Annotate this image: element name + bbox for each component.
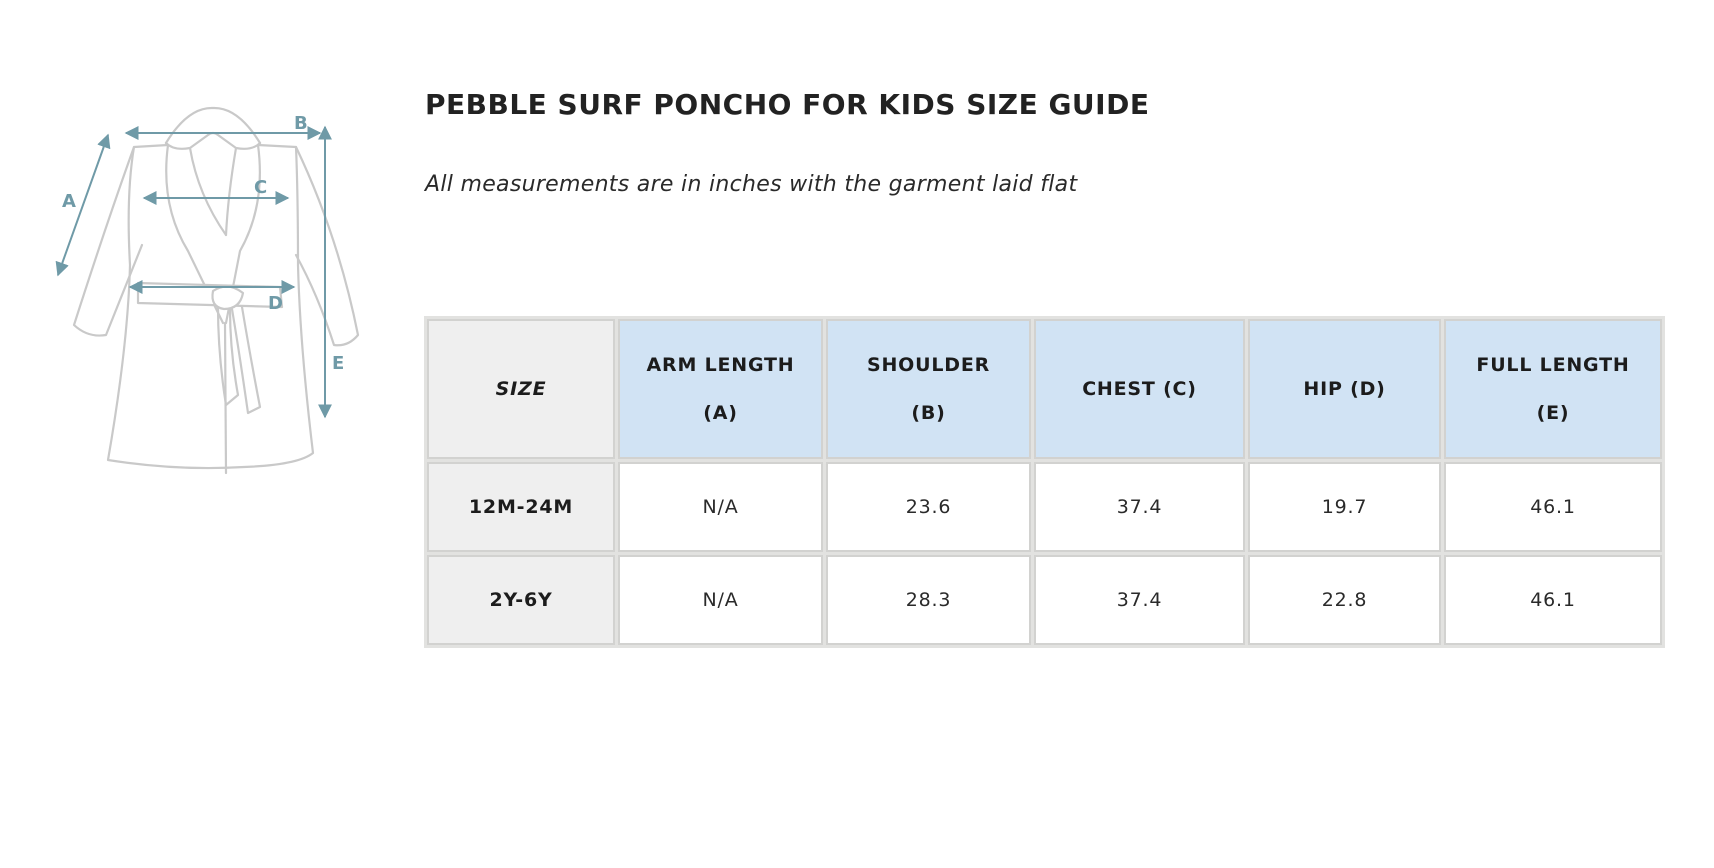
header-shoulder — [826, 319, 1031, 459]
label-d: D — [268, 293, 283, 314]
table-header-row — [427, 319, 1662, 459]
cell-shoulder: 23.6 — [826, 462, 1031, 552]
garment-diagram — [48, 95, 378, 485]
cell-size: 12M-24M — [427, 462, 615, 552]
size-table-container — [424, 316, 1664, 648]
header-arm-line1: ARM LENGTH — [646, 354, 795, 376]
header-full-line2: (E) — [1536, 402, 1570, 424]
cell-full-length: 46.1 — [1444, 462, 1662, 552]
header-hip — [1248, 319, 1441, 459]
label-c: C — [254, 177, 268, 198]
cell-arm-length: N/A — [618, 555, 823, 645]
label-a: A — [62, 191, 76, 212]
header-size — [427, 319, 615, 459]
label-b: B — [294, 113, 308, 134]
cell-hip: 22.8 — [1248, 555, 1441, 645]
measure-arrows — [58, 127, 325, 417]
header-full-length — [1444, 319, 1662, 459]
header-chest — [1034, 319, 1245, 459]
header-full-line1: FULL LENGTH — [1476, 354, 1630, 376]
robe-outline — [74, 108, 358, 473]
header-shoulder-line1: SHOULDER — [866, 354, 991, 376]
cell-chest: 37.4 — [1034, 462, 1245, 552]
cell-arm-length: N/A — [618, 462, 823, 552]
header-arm-line2: (A) — [703, 402, 738, 424]
cell-shoulder: 28.3 — [826, 555, 1031, 645]
table-row — [427, 555, 1662, 645]
header-hip-label: HIP (D) — [1303, 378, 1386, 400]
cell-chest: 37.4 — [1034, 555, 1245, 645]
cell-hip: 19.7 — [1248, 462, 1441, 552]
label-e: E — [332, 353, 345, 374]
header-size-label: SIZE — [495, 378, 547, 400]
header-arm-length — [618, 319, 823, 459]
table-row — [427, 462, 1662, 552]
size-table — [424, 316, 1665, 648]
page-subtitle: All measurements are in inches with the garment laid flat — [425, 172, 1078, 197]
page-title: PEBBLE SURF PONCHO FOR KIDS SIZE GUIDE — [425, 88, 1150, 121]
cell-size: 2Y-6Y — [427, 555, 615, 645]
header-shoulder-line2: (B) — [911, 402, 946, 424]
cell-full-length: 46.1 — [1444, 555, 1662, 645]
robe-garment-diagram-icon — [48, 95, 378, 485]
header-chest-label: CHEST (C) — [1082, 378, 1197, 400]
